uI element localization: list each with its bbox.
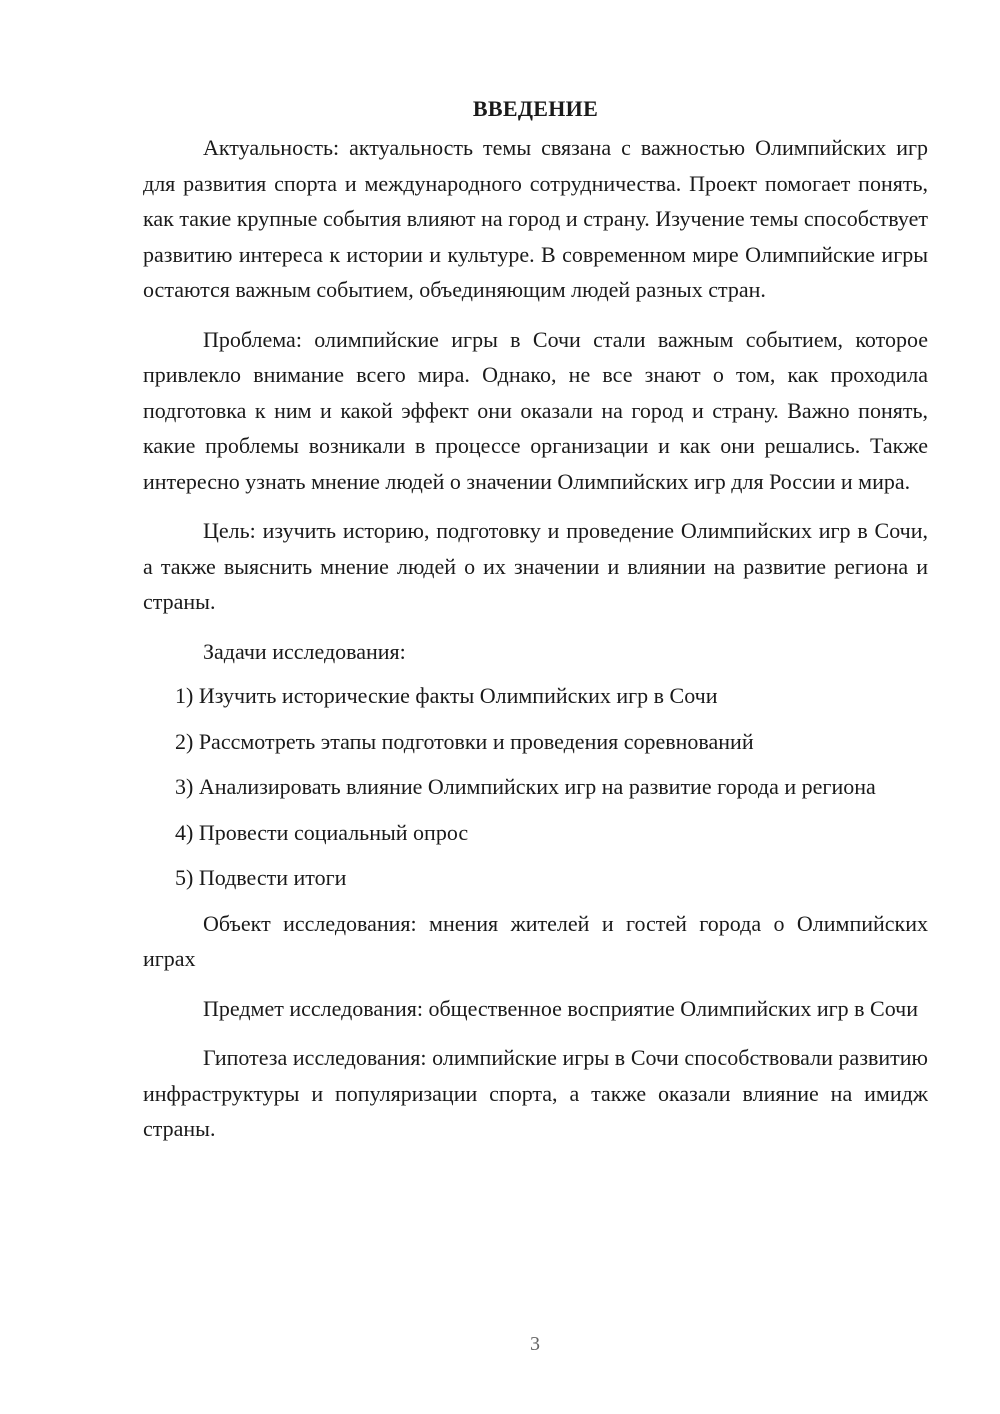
subject-paragraph: Предмет исследования: общественное восприятие Олимпийских игр в Сочи: [203, 995, 918, 1021]
section-heading: ВВЕДЕНИЕ: [472, 96, 599, 121]
tasks-list: [143, 678, 928, 896]
hypothesis-paragraph: Гипотеза исследования: олимпийские игры в Сочи способствовали развитию инфраструктуры и популяризации спорта, а также оказали влияние на имидж страны.: [143, 1045, 928, 1141]
relevance-paragraph: Актуальность: актуальность темы связана с важностью Олимпийских игр для развития спорта и международного сотрудничества. Проект помогает понять, как такие крупные события влияют на город и страну. Изучение темы способствует развитию интереса к истории и культуре. В современном мире Олимпийские игры остаются важным событием, объединяющим людей разных стран.: [143, 135, 928, 302]
document-page: [143, 90, 928, 1161]
problem-paragraph: Проблема: олимпийские игры в Сочи стали важным событием, которое привлекло внимание всего мира. Однако, не все знают о том, как проходила подготовка к ним и какой эффект они оказали на город и страну. Важно понять, какие проблемы возникали в процессе организации и как они решались. Также интересно узнать мнение людей о значении Олимпийских игр для России и мира.: [143, 326, 928, 494]
list-item: 5) Подвести итоги: [175, 865, 347, 890]
list-item: 2) Рассмотреть этапы подготовки и проведения соревнований: [175, 728, 754, 754]
page-number: 3: [530, 1333, 540, 1355]
goal-paragraph: Цель: изучить историю, подготовку и проведение Олимпийских игр в Сочи, а также выяснить мнение людей о их значении и влиянии на развитие региона и страны.: [143, 518, 928, 614]
object-paragraph: Объект исследования: мнения жителей и гостей города о Олимпийских играх: [143, 910, 928, 971]
list-item: 4) Провести социальный опрос: [175, 819, 469, 845]
list-item: 1) Изучить исторические факты Олимпийских игр в Сочи: [175, 683, 718, 708]
list-item: 3) Анализировать влияние Олимпийских игр на развитие города и региона: [175, 774, 876, 799]
tasks-heading: Задачи исследования:: [203, 638, 406, 664]
